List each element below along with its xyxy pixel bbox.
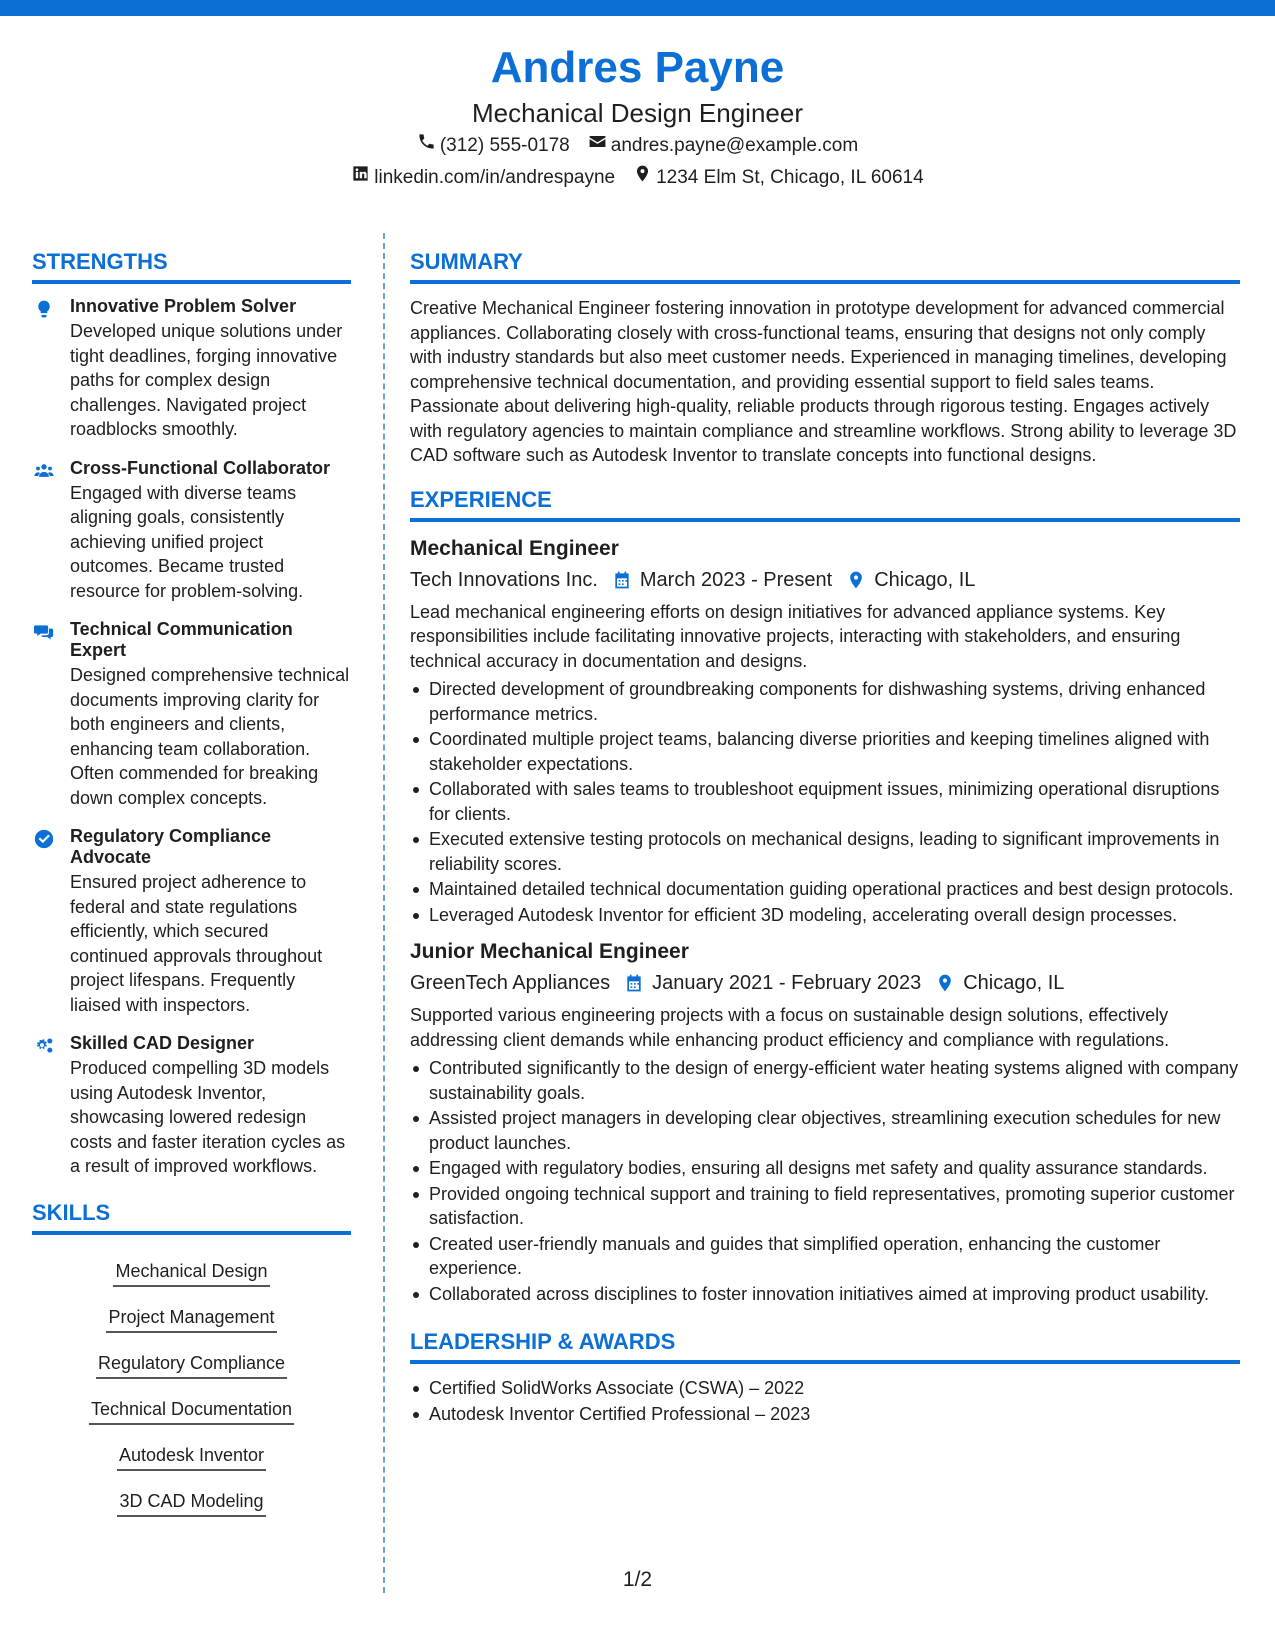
skill-item: Regulatory Compliance	[96, 1349, 287, 1379]
strength-title: Technical Communication Expert	[70, 619, 293, 660]
skills-heading: SKILLS	[32, 1195, 351, 1235]
job-bullets	[410, 677, 1240, 927]
job-entry	[410, 534, 1240, 928]
skill-item: Autodesk Inventor	[117, 1441, 266, 1471]
address-contact	[633, 162, 924, 194]
candidate-title: Mechanical Design Engineer	[472, 98, 803, 128]
job-location: Chicago, IL	[963, 972, 1065, 994]
experience-heading: EXPERIENCE	[410, 482, 1240, 522]
contact-row-1	[0, 130, 1275, 162]
job-title: Junior Mechanical Engineer	[410, 940, 689, 963]
job-description: Lead mechanical engineering efforts on design initiatives for advanced appliance systems. Key responsibilities include facilitating innovative projects, interacting with stakeholders, and ensuring technical accuracy in documentation and designs.	[410, 601, 1181, 671]
strengths-heading: STRENGTHS	[32, 244, 351, 284]
list-item: Assisted project managers in developing clear objectives, streamlining execution schedules for new product launches.	[429, 1106, 1240, 1155]
list-item: Coordinated multiple project teams, balancing diverse priorities and keeping timelines aligned with stakeholder expectations.	[429, 727, 1240, 776]
skill-item: Technical Documentation	[89, 1395, 294, 1425]
strength-desc: Designed comprehensive technical documents improving clarity for both engineers and clients, enhancing team collaboration. Often commended for breaking down complex concepts.	[70, 665, 350, 808]
contact-row-2	[0, 162, 1275, 194]
linkedin-text: linkedin.com/in/andrespayne	[374, 167, 616, 188]
right-column	[410, 244, 1240, 1427]
check-circle-icon	[32, 826, 70, 1017]
job-dates: March 2023 - Present	[639, 568, 833, 591]
phone-contact	[417, 130, 570, 162]
page-number: 1/2	[622, 1568, 653, 1591]
list-item: Contributed significantly to the design of energy-efficient water heating systems aligned with company sustainability goals.	[429, 1056, 1240, 1105]
skill-item: Mechanical Design	[113, 1257, 269, 1287]
strength-title: Innovative Problem Solver	[70, 296, 297, 316]
skill-item: 3D CAD Modeling	[117, 1487, 265, 1517]
list-item: Created user-friendly manuals and guides that simplified operation, enhancing the customer experience.	[429, 1232, 1240, 1281]
gears-icon	[32, 1033, 70, 1179]
left-column	[32, 244, 351, 1525]
list-item: Autodesk Inventor Certified Professional – 2023	[429, 1402, 1240, 1427]
strength-title: Cross-Functional Collaborator	[70, 457, 331, 478]
phone-text: (312) 555-0178	[439, 135, 570, 156]
list-item: Certified SolidWorks Associate (CSWA) – 2022	[429, 1376, 1240, 1401]
list-item: Provided ongoing technical support and training to field representatives, promoting superior customer satisfaction.	[429, 1182, 1240, 1231]
candidate-name: Andres Payne	[490, 43, 785, 92]
job-title: Mechanical Engineer	[410, 536, 619, 560]
linkedin-icon	[351, 162, 370, 194]
skill-item: Project Management	[106, 1303, 276, 1333]
job-dates: January 2021 - February 2023	[652, 972, 922, 994]
strength-desc: Ensured project adherence to federal and state regulations efficiently, which secured continued approvals throughout project lifespans. Frequently liaised with inspectors.	[70, 872, 323, 1015]
job-entry	[410, 937, 1240, 1306]
list-item: Collaborated with sales teams to troubleshoot equipment issues, minimizing operational disruptions for clients.	[429, 777, 1240, 826]
list-item: Leveraged Autodesk Inventor for efficient 3D modeling, accelerating overall design processes.	[429, 903, 1240, 928]
phone-icon	[417, 130, 436, 162]
strength-item	[32, 1033, 351, 1179]
summary-heading: SUMMARY	[410, 244, 1240, 284]
company-name: GreenTech Appliances	[410, 972, 611, 994]
email-text: andres.payne@example.com	[610, 135, 859, 156]
map-pin-icon	[935, 973, 955, 993]
calendar-icon	[624, 973, 644, 993]
calendar-icon	[612, 570, 632, 590]
job-description: Supported various engineering projects with a focus on sustainable design solutions, effectively addressing client demands while enhancing product efficiency and compliance with regulations.	[410, 1005, 1170, 1050]
list-item: Directed development of groundbreaking components for dishwashing systems, driving enhanced performance metrics.	[429, 677, 1240, 726]
column-divider	[383, 233, 385, 1593]
list-item: Engaged with regulatory bodies, ensuring all designs met safety and quality assurance standards.	[429, 1156, 1240, 1181]
job-meta	[410, 967, 1240, 999]
users-icon	[32, 458, 70, 604]
email-contact[interactable]	[588, 130, 858, 162]
strength-desc: Produced compelling 3D models using Autodesk Inventor, showcasing lowered redesign costs and faster iteration cycles as a result of improved workflows.	[70, 1058, 346, 1176]
skills-list	[32, 1247, 351, 1525]
list-item: Collaborated across disciplines to foster innovation initiatives aimed at improving product usability.	[429, 1282, 1240, 1307]
strength-title: Regulatory Compliance Advocate	[70, 826, 272, 867]
strength-item	[32, 826, 351, 1017]
strength-item	[32, 458, 351, 604]
map-pin-icon	[633, 162, 652, 194]
job-location: Chicago, IL	[874, 568, 976, 591]
job-meta	[410, 564, 1240, 596]
resume-header	[0, 40, 1275, 194]
lightbulb-icon	[32, 296, 70, 442]
strength-desc: Developed unique solutions under tight deadlines, forging innovative paths for complex design challenges. Navigated project roadblocks smoothly.	[70, 321, 343, 439]
list-item: Maintained detailed technical documentation guiding operational practices and best design protocols.	[429, 877, 1240, 902]
strength-item	[32, 296, 351, 442]
list-item: Executed extensive testing protocols on mechanical designs, leading to significant improvements in reliability scores.	[429, 827, 1240, 876]
strength-desc: Engaged with diverse teams aligning goals, consistently achieving unified project outcomes. Became trusted resource for problem-solving.	[70, 482, 304, 601]
comments-icon	[32, 619, 70, 810]
top-accent-bar	[0, 0, 1275, 16]
map-pin-icon	[846, 570, 866, 590]
linkedin-contact[interactable]	[351, 162, 615, 194]
envelope-icon	[588, 130, 607, 162]
strength-item	[32, 619, 351, 810]
address-text: 1234 Elm St, Chicago, IL 60614	[656, 167, 924, 188]
awards-list	[410, 1376, 1240, 1426]
strength-title: Skilled CAD Designer	[70, 1033, 255, 1053]
job-bullets	[410, 1056, 1240, 1306]
awards-heading: LEADERSHIP & AWARDS	[410, 1324, 1240, 1364]
summary-text: Creative Mechanical Engineer fostering innovation in prototype development for advanced commercial appliances. Collaborating closely with cross-functional teams, ensuring that designs not only comply with industry standards but also meet customer needs. Experienced in managing timelines, developing comprehensive technical documentation, and providing essential support to field sales teams. Passionate about delivering high-quality, reliable products through rigorous testing. Engages actively with regulatory agencies to maintain compliance and streamline workflows. Strong ability to leverage 3D CAD software such as Autodesk Inventor to translate concepts into functional designs.	[410, 298, 1237, 465]
company-name: Tech Innovations Inc.	[410, 568, 598, 591]
